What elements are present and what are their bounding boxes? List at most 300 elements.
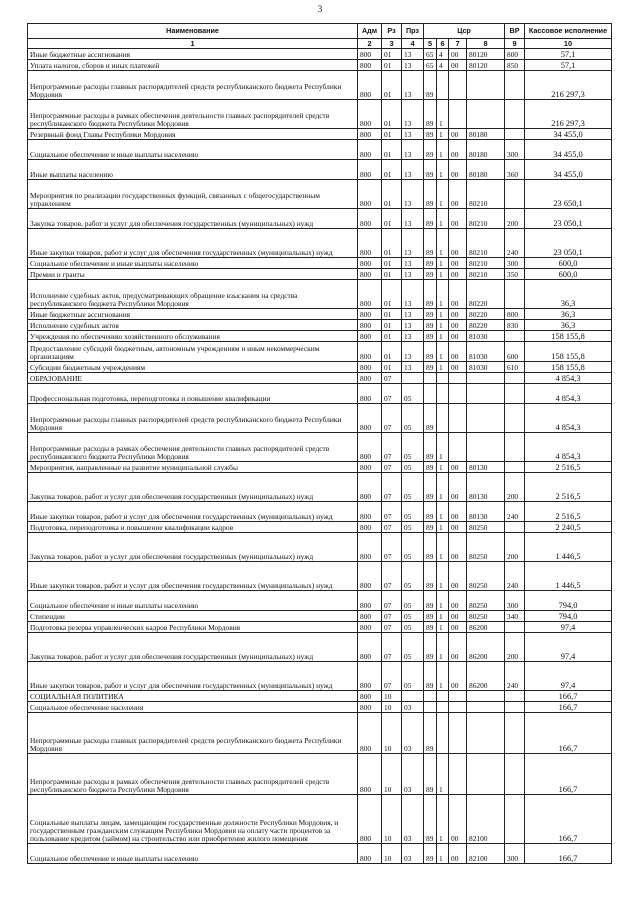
row-vr: 240 bbox=[505, 502, 525, 522]
row-cash-sum: 166,7 bbox=[525, 754, 612, 795]
row-csr-4 bbox=[467, 373, 505, 384]
row-adm: 800 bbox=[358, 373, 382, 384]
row-csr-2 bbox=[437, 71, 449, 100]
row-csr-3 bbox=[449, 691, 467, 702]
row-adm: 800 bbox=[358, 702, 382, 713]
row-rz: 01 bbox=[382, 60, 402, 71]
row-rz: 01 bbox=[382, 331, 402, 342]
row-csr-2: 1 bbox=[437, 160, 449, 180]
row-rz: 07 bbox=[382, 384, 402, 404]
table-row bbox=[28, 280, 612, 309]
row-rz: 07 bbox=[382, 433, 402, 462]
row-vr: 200 bbox=[505, 533, 525, 562]
row-csr-4: 80210 bbox=[467, 209, 505, 229]
row-prz: 03 bbox=[402, 702, 424, 713]
table-row bbox=[28, 373, 612, 384]
table-row bbox=[28, 754, 612, 795]
row-adm: 800 bbox=[358, 404, 382, 433]
row-csr-1: 89 bbox=[424, 342, 437, 362]
row-rz: 07 bbox=[382, 622, 402, 633]
row-vr: 200 bbox=[505, 473, 525, 502]
row-rz: 07 bbox=[382, 522, 402, 533]
row-csr-3: 00 bbox=[449, 320, 467, 331]
row-prz: 13 bbox=[402, 100, 424, 129]
row-name: СОЦИАЛЬНАЯ ПОЛИТИКА bbox=[28, 691, 358, 702]
row-csr-4: 80120 bbox=[467, 60, 505, 71]
row-csr-4: 80120 bbox=[467, 49, 505, 60]
colnum-10: 10 bbox=[525, 39, 612, 49]
row-cash-sum: 216 297,3 bbox=[525, 71, 612, 100]
row-csr-3 bbox=[449, 71, 467, 100]
row-csr-2: 1 bbox=[437, 591, 449, 611]
row-prz: 05 bbox=[402, 591, 424, 611]
row-prz: 13 bbox=[402, 331, 424, 342]
row-csr-3: 00 bbox=[449, 342, 467, 362]
table-row bbox=[28, 533, 612, 562]
row-csr-3: 00 bbox=[449, 209, 467, 229]
row-csr-3: 00 bbox=[449, 60, 467, 71]
row-name: Непрограммные расходы в рамках обеспечения деятельности главных распорядителей средств республиканского бюджета Республики Мордовия bbox=[28, 433, 358, 462]
row-cash-sum: 2 516,5 bbox=[525, 502, 612, 522]
row-cash-sum: 4 854,3 bbox=[525, 404, 612, 433]
table-row bbox=[28, 473, 612, 502]
row-prz: 13 bbox=[402, 60, 424, 71]
row-name: Социальное обеспечение населения bbox=[28, 702, 358, 713]
row-csr-2 bbox=[437, 373, 449, 384]
row-csr-1: 89 bbox=[424, 229, 437, 258]
row-prz bbox=[402, 691, 424, 702]
row-csr-4: 80210 bbox=[467, 180, 505, 209]
row-adm: 800 bbox=[358, 280, 382, 309]
row-vr bbox=[505, 754, 525, 795]
row-prz: 13 bbox=[402, 180, 424, 209]
row-vr bbox=[505, 180, 525, 209]
row-csr-1: 89 bbox=[424, 100, 437, 129]
row-csr-3: 00 bbox=[449, 140, 467, 160]
row-name: Мероприятия, направленные на развитие муниципальной службы bbox=[28, 462, 358, 473]
row-adm: 800 bbox=[358, 622, 382, 633]
row-csr-3: 00 bbox=[449, 795, 467, 844]
row-adm: 800 bbox=[358, 473, 382, 502]
row-csr-2: 1 bbox=[437, 180, 449, 209]
row-prz: 05 bbox=[402, 622, 424, 633]
row-csr-4: 80250 bbox=[467, 562, 505, 591]
row-cash-sum: 34 455,0 bbox=[525, 140, 612, 160]
table-row bbox=[28, 160, 612, 180]
row-prz: 05 bbox=[402, 473, 424, 502]
row-prz: 13 bbox=[402, 209, 424, 229]
row-csr-3: 00 bbox=[449, 129, 467, 140]
row-adm: 800 bbox=[358, 140, 382, 160]
row-csr-4: 80250 bbox=[467, 591, 505, 611]
row-cash-sum: 23 050,1 bbox=[525, 229, 612, 258]
row-rz: 10 bbox=[382, 754, 402, 795]
row-cash-sum: 166,7 bbox=[525, 691, 612, 702]
row-cash-sum: 4 854,3 bbox=[525, 373, 612, 384]
row-csr-4: 80220 bbox=[467, 280, 505, 309]
table-row bbox=[28, 662, 612, 691]
table-row bbox=[28, 362, 612, 373]
row-csr-2: 1 bbox=[437, 433, 449, 462]
header-csr: Цср bbox=[424, 24, 505, 39]
row-name: Непрограммные расходы в рамках обеспечения деятельности главных распорядителей средств республиканского бюджета Республики Мордовия bbox=[28, 100, 358, 129]
row-vr bbox=[505, 622, 525, 633]
header-vr: ВР bbox=[505, 24, 525, 39]
row-csr-2 bbox=[437, 404, 449, 433]
row-cash-sum: 166,7 bbox=[525, 844, 612, 864]
colnum-8: 8 bbox=[467, 39, 505, 49]
row-csr-2: 1 bbox=[437, 140, 449, 160]
row-csr-4: 80180 bbox=[467, 140, 505, 160]
row-rz: 01 bbox=[382, 229, 402, 258]
row-cash-sum: 216 297,3 bbox=[525, 100, 612, 129]
row-csr-1: 89 bbox=[424, 140, 437, 160]
table-row bbox=[28, 209, 612, 229]
row-prz: 13 bbox=[402, 280, 424, 309]
row-csr-1: 89 bbox=[424, 362, 437, 373]
budget-table bbox=[27, 23, 612, 864]
table-row bbox=[28, 633, 612, 662]
row-rz: 07 bbox=[382, 633, 402, 662]
row-csr-2 bbox=[437, 384, 449, 404]
row-vr: 200 bbox=[505, 633, 525, 662]
row-prz: 03 bbox=[402, 754, 424, 795]
row-rz: 07 bbox=[382, 373, 402, 384]
row-csr-3: 00 bbox=[449, 258, 467, 269]
row-csr-4: 80210 bbox=[467, 269, 505, 280]
row-csr-3: 00 bbox=[449, 844, 467, 864]
row-adm: 800 bbox=[358, 691, 382, 702]
row-name: Закупка товаров, работ и услуг для обеспечения государственных (муниципальных) нужд bbox=[28, 533, 358, 562]
row-name: Иные закупки товаров, работ и услуг для обеспечения государственных (муниципальных) нужд bbox=[28, 502, 358, 522]
row-prz: 05 bbox=[402, 384, 424, 404]
table-row bbox=[28, 229, 612, 258]
row-csr-4: 80250 bbox=[467, 533, 505, 562]
row-vr: 610 bbox=[505, 362, 525, 373]
row-adm: 800 bbox=[358, 331, 382, 342]
table-row bbox=[28, 60, 612, 71]
row-csr-1: 65 bbox=[424, 60, 437, 71]
row-csr-1: 89 bbox=[424, 269, 437, 280]
row-csr-4 bbox=[467, 702, 505, 713]
row-prz: 05 bbox=[402, 562, 424, 591]
row-rz: 07 bbox=[382, 473, 402, 502]
row-cash-sum: 34 455,0 bbox=[525, 160, 612, 180]
row-adm: 800 bbox=[358, 522, 382, 533]
row-adm: 800 bbox=[358, 362, 382, 373]
row-prz: 05 bbox=[402, 404, 424, 433]
row-cash-sum: 36,3 bbox=[525, 309, 612, 320]
table-row bbox=[28, 502, 612, 522]
row-rz: 01 bbox=[382, 209, 402, 229]
row-cash-sum: 794,0 bbox=[525, 591, 612, 611]
row-vr: 360 bbox=[505, 160, 525, 180]
row-csr-1: 89 bbox=[424, 129, 437, 140]
row-name: Закупка товаров, работ и услуг для обеспечения государственных (муниципальных) нужд bbox=[28, 209, 358, 229]
row-rz: 01 bbox=[382, 280, 402, 309]
page-number: 3 bbox=[317, 4, 323, 14]
row-prz: 05 bbox=[402, 462, 424, 473]
table-row bbox=[28, 844, 612, 864]
colnum-9: 9 bbox=[505, 39, 525, 49]
table-row bbox=[28, 611, 612, 622]
header-rz: Рз bbox=[382, 24, 402, 39]
row-csr-2: 1 bbox=[437, 269, 449, 280]
table-row bbox=[28, 309, 612, 320]
row-prz: 13 bbox=[402, 320, 424, 331]
row-csr-3 bbox=[449, 100, 467, 129]
row-adm: 800 bbox=[358, 591, 382, 611]
row-name: Иные закупки товаров, работ и услуг для обеспечения государственных (муниципальных) нужд bbox=[28, 562, 358, 591]
row-name: Непрограммные расходы в рамках обеспечения деятельности главных распорядителей средств республиканского бюджета Республики Мордовия bbox=[28, 754, 358, 795]
row-csr-1 bbox=[424, 691, 437, 702]
row-csr-1: 89 bbox=[424, 331, 437, 342]
row-rz: 01 bbox=[382, 180, 402, 209]
row-csr-3: 00 bbox=[449, 180, 467, 209]
row-vr: 800 bbox=[505, 49, 525, 60]
row-csr-3: 00 bbox=[449, 611, 467, 622]
row-csr-4: 86200 bbox=[467, 633, 505, 662]
row-rz: 01 bbox=[382, 362, 402, 373]
row-prz: 13 bbox=[402, 309, 424, 320]
row-vr bbox=[505, 373, 525, 384]
row-vr bbox=[505, 462, 525, 473]
row-rz: 01 bbox=[382, 320, 402, 331]
row-csr-4 bbox=[467, 754, 505, 795]
row-rz: 01 bbox=[382, 160, 402, 180]
row-csr-4: 80210 bbox=[467, 229, 505, 258]
row-vr: 350 bbox=[505, 269, 525, 280]
row-adm: 800 bbox=[358, 754, 382, 795]
row-vr: 850 bbox=[505, 60, 525, 71]
row-name: Иные закупки товаров, работ и услуг для обеспечения государственных (муниципальных) нужд bbox=[28, 229, 358, 258]
row-prz: 05 bbox=[402, 522, 424, 533]
row-adm: 800 bbox=[358, 320, 382, 331]
row-rz: 07 bbox=[382, 611, 402, 622]
row-rz: 07 bbox=[382, 533, 402, 562]
row-vr bbox=[505, 100, 525, 129]
row-csr-4: 86200 bbox=[467, 622, 505, 633]
row-csr-4: 82100 bbox=[467, 795, 505, 844]
row-vr bbox=[505, 129, 525, 140]
row-rz: 01 bbox=[382, 71, 402, 100]
row-csr-4: 80250 bbox=[467, 611, 505, 622]
row-vr bbox=[505, 795, 525, 844]
row-cash-sum: 97,4 bbox=[525, 662, 612, 691]
row-name: Исполнение судебных актов bbox=[28, 320, 358, 331]
colnum-4: 4 bbox=[402, 39, 424, 49]
row-name: Непрограммные расходы главных распорядителей средств республиканского бюджета Республики Мордовия bbox=[28, 713, 358, 754]
table-row bbox=[28, 140, 612, 160]
table-row bbox=[28, 691, 612, 702]
row-csr-2: 1 bbox=[437, 209, 449, 229]
row-adm: 800 bbox=[358, 180, 382, 209]
row-cash-sum: 158 155,8 bbox=[525, 331, 612, 342]
row-name: ОБРАЗОВАНИЕ bbox=[28, 373, 358, 384]
colnum-5: 5 bbox=[424, 39, 437, 49]
row-csr-1: 89 bbox=[424, 562, 437, 591]
row-rz: 01 bbox=[382, 309, 402, 320]
row-csr-2 bbox=[437, 702, 449, 713]
row-csr-2: 1 bbox=[437, 473, 449, 502]
row-prz: 13 bbox=[402, 140, 424, 160]
row-vr: 240 bbox=[505, 662, 525, 691]
row-csr-2: 1 bbox=[437, 844, 449, 864]
table-row bbox=[28, 384, 612, 404]
row-name: Исполнение судебных актов, предусматривающих обращение взыскания на средства республиканского бюджета Республики Мордовия bbox=[28, 280, 358, 309]
row-adm: 800 bbox=[358, 129, 382, 140]
table-row bbox=[28, 331, 612, 342]
row-cash-sum: 600,0 bbox=[525, 269, 612, 280]
row-csr-1: 89 bbox=[424, 473, 437, 502]
row-rz: 07 bbox=[382, 404, 402, 433]
table-row bbox=[28, 320, 612, 331]
row-csr-3 bbox=[449, 404, 467, 433]
row-name: Социальное обеспечение и иные выплаты населению bbox=[28, 844, 358, 864]
row-csr-3: 00 bbox=[449, 269, 467, 280]
row-csr-2: 1 bbox=[437, 662, 449, 691]
row-rz: 01 bbox=[382, 140, 402, 160]
row-csr-2: 1 bbox=[437, 129, 449, 140]
row-vr bbox=[505, 404, 525, 433]
row-csr-4: 80180 bbox=[467, 160, 505, 180]
row-name: Социальное обеспечение и иные выплаты населению bbox=[28, 140, 358, 160]
row-rz: 07 bbox=[382, 562, 402, 591]
row-csr-3 bbox=[449, 384, 467, 404]
row-csr-2: 1 bbox=[437, 502, 449, 522]
row-adm: 800 bbox=[358, 533, 382, 562]
row-csr-2 bbox=[437, 691, 449, 702]
colnum-2: 2 bbox=[358, 39, 382, 49]
row-vr: 300 bbox=[505, 844, 525, 864]
row-csr-4 bbox=[467, 100, 505, 129]
table-row bbox=[28, 129, 612, 140]
row-csr-3: 00 bbox=[449, 49, 467, 60]
row-csr-2: 1 bbox=[437, 309, 449, 320]
row-csr-4: 82100 bbox=[467, 844, 505, 864]
row-csr-1: 89 bbox=[424, 713, 437, 754]
row-prz: 05 bbox=[402, 662, 424, 691]
header-adm: Адм bbox=[358, 24, 382, 39]
row-adm: 800 bbox=[358, 633, 382, 662]
row-vr: 340 bbox=[505, 611, 525, 622]
row-name: Предоставление субсидий бюджетным, автономным учреждениям и иным некоммерческим организациям bbox=[28, 342, 358, 362]
row-csr-3 bbox=[449, 702, 467, 713]
row-csr-2: 1 bbox=[437, 258, 449, 269]
colnum-6: 6 bbox=[437, 39, 449, 49]
row-csr-3: 00 bbox=[449, 229, 467, 258]
row-adm: 800 bbox=[358, 342, 382, 362]
row-csr-1: 89 bbox=[424, 591, 437, 611]
row-csr-3 bbox=[449, 713, 467, 754]
row-adm: 800 bbox=[358, 713, 382, 754]
row-csr-1: 89 bbox=[424, 844, 437, 864]
row-adm: 800 bbox=[358, 229, 382, 258]
row-csr-3: 00 bbox=[449, 591, 467, 611]
row-name: Социальные выплаты лицам, замещающим государственные должности Республики Мордовия, и государственным гражданским служащим Республики Мордовия на оплату части процентов за пользование кредитом (займом) на строительство или приобретение жилого помещения bbox=[28, 795, 358, 844]
row-csr-2: 1 bbox=[437, 795, 449, 844]
row-vr: 300 bbox=[505, 258, 525, 269]
row-adm: 800 bbox=[358, 795, 382, 844]
row-csr-4 bbox=[467, 71, 505, 100]
row-csr-1: 89 bbox=[424, 462, 437, 473]
row-vr bbox=[505, 280, 525, 309]
row-csr-1 bbox=[424, 373, 437, 384]
row-rz: 01 bbox=[382, 258, 402, 269]
table-body bbox=[28, 49, 612, 864]
row-csr-2: 1 bbox=[437, 533, 449, 562]
row-csr-1: 89 bbox=[424, 71, 437, 100]
row-adm: 800 bbox=[358, 611, 382, 622]
row-cash-sum: 57,1 bbox=[525, 60, 612, 71]
row-csr-3: 00 bbox=[449, 522, 467, 533]
row-rz: 10 bbox=[382, 713, 402, 754]
row-csr-1: 89 bbox=[424, 258, 437, 269]
row-rz: 01 bbox=[382, 49, 402, 60]
table-row bbox=[28, 258, 612, 269]
row-rz: 01 bbox=[382, 342, 402, 362]
row-csr-2: 4 bbox=[437, 49, 449, 60]
row-csr-4 bbox=[467, 713, 505, 754]
table-row bbox=[28, 342, 612, 362]
row-name: Премии и гранты bbox=[28, 269, 358, 280]
row-csr-2: 1 bbox=[437, 362, 449, 373]
row-name: Социальное обеспечение и иные выплаты населению bbox=[28, 591, 358, 611]
row-csr-3: 00 bbox=[449, 502, 467, 522]
row-csr-1: 89 bbox=[424, 209, 437, 229]
table-row bbox=[28, 433, 612, 462]
row-name: Подготовка, переподготовка и повышение квалификации кадров bbox=[28, 522, 358, 533]
row-csr-3: 00 bbox=[449, 622, 467, 633]
row-rz: 10 bbox=[382, 844, 402, 864]
row-prz: 13 bbox=[402, 229, 424, 258]
row-csr-2: 1 bbox=[437, 462, 449, 473]
row-csr-3: 00 bbox=[449, 280, 467, 309]
row-cash-sum: 36,3 bbox=[525, 280, 612, 309]
row-vr bbox=[505, 522, 525, 533]
table-row bbox=[28, 404, 612, 433]
row-csr-2: 1 bbox=[437, 280, 449, 309]
row-csr-4: 81030 bbox=[467, 331, 505, 342]
row-csr-1: 89 bbox=[424, 522, 437, 533]
row-csr-3: 00 bbox=[449, 309, 467, 320]
row-name: Иные бюджетные ассигнования bbox=[28, 309, 358, 320]
row-vr: 240 bbox=[505, 229, 525, 258]
row-csr-4: 80130 bbox=[467, 462, 505, 473]
row-name: Непрограммные расходы главных распорядителей средств республиканского бюджета Республики Мордовия bbox=[28, 404, 358, 433]
row-rz: 07 bbox=[382, 662, 402, 691]
row-csr-2: 1 bbox=[437, 611, 449, 622]
row-cash-sum: 23 050,1 bbox=[525, 209, 612, 229]
header-cash: Кассовое исполнение bbox=[525, 24, 612, 39]
row-adm: 800 bbox=[358, 562, 382, 591]
row-csr-4: 80130 bbox=[467, 473, 505, 502]
row-vr: 300 bbox=[505, 591, 525, 611]
row-name: Уплата налогов, сборов и иных платежей bbox=[28, 60, 358, 71]
row-name: Иные выплаты населению bbox=[28, 160, 358, 180]
row-adm: 800 bbox=[358, 384, 382, 404]
row-cash-sum: 34 455,0 bbox=[525, 129, 612, 140]
row-csr-1: 89 bbox=[424, 533, 437, 562]
row-vr bbox=[505, 71, 525, 100]
row-adm: 800 bbox=[358, 433, 382, 462]
row-cash-sum: 600,0 bbox=[525, 258, 612, 269]
table-row bbox=[28, 795, 612, 844]
row-vr bbox=[505, 433, 525, 462]
row-csr-1: 89 bbox=[424, 754, 437, 795]
row-vr: 830 bbox=[505, 320, 525, 331]
row-prz: 03 bbox=[402, 713, 424, 754]
